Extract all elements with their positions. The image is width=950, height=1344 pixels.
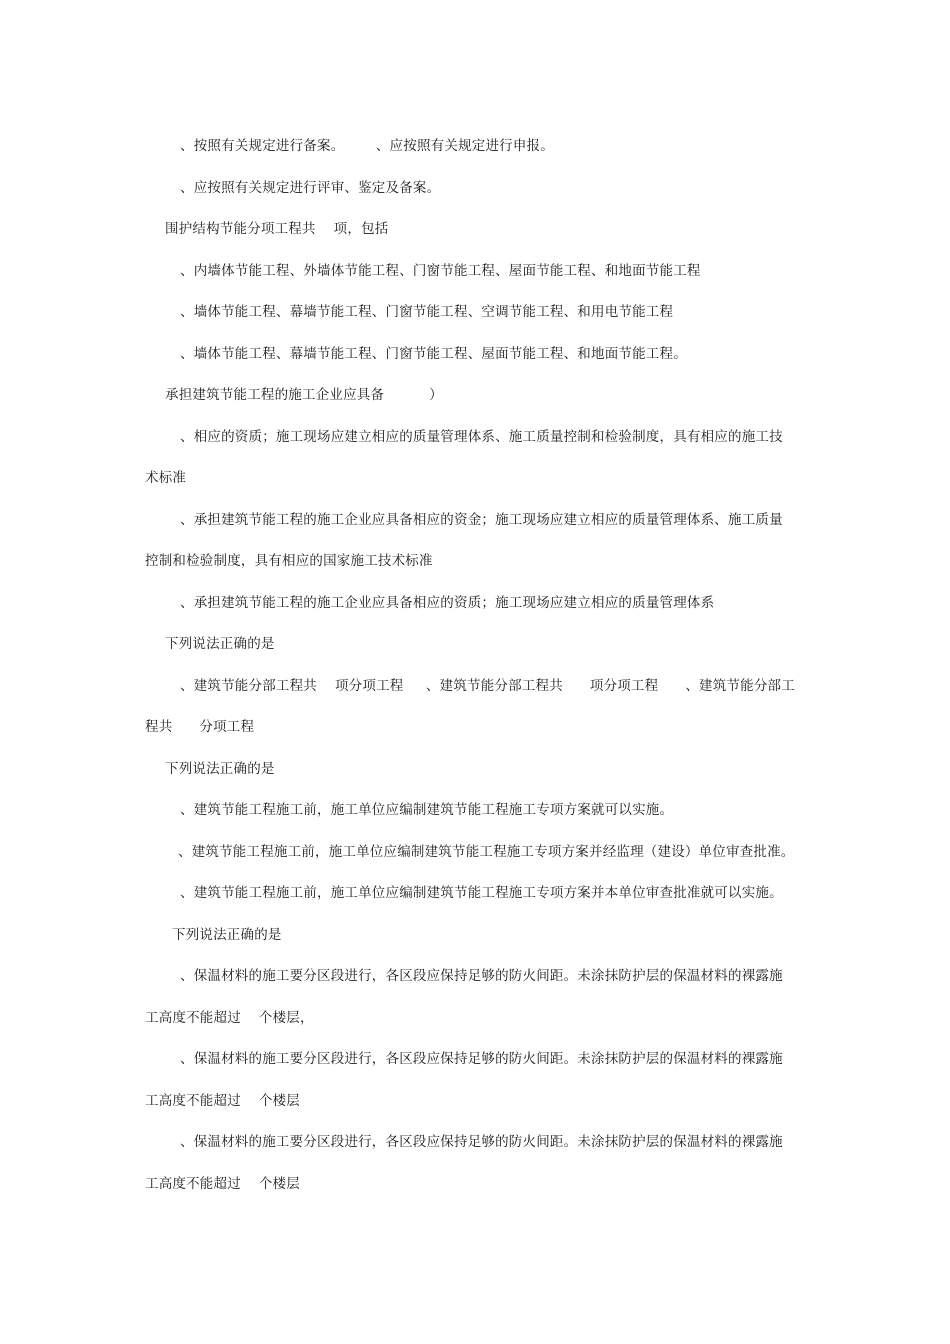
line-03: 围护结构节能分项工程共 项，包括 xyxy=(165,221,389,237)
line-08: 、相应的资质；施工现场应建立相应的质量管理体系、施工质量控制和检验制度，具有相应的施工技 xyxy=(180,429,783,445)
line-14: 、建筑节能分部工程共 项分项工程 、建筑节能分部工程共 项分项工程 、建筑节能分部工 xyxy=(180,678,795,694)
line-15: 程共 分项工程 xyxy=(145,719,255,735)
line-06: 、墙体节能工程、幕墙节能工程、门窗节能工程、屋面节能工程、和地面节能工程。 xyxy=(180,346,687,362)
line-11: 控制和检验制度，具有相应的国家施工技术标准 xyxy=(145,553,433,569)
line-19: 、建筑节能工程施工前，施工单位应编制建筑节能工程施工专项方案并本单位审查批准就可以实施。 xyxy=(180,885,783,901)
line-20: 下列说法正确的是 xyxy=(172,927,282,943)
line-26: 工高度不能超过 个楼层 xyxy=(145,1176,300,1192)
line-23: 、保温材料的施工要分区段进行，各区段应保持足够的防火间距。未涂抹防护层的保温材料的裸露施 xyxy=(180,1051,783,1067)
line-16: 下列说法正确的是 xyxy=(165,761,275,777)
line-24: 工高度不能超过 个楼层 xyxy=(145,1093,300,1109)
line-17: 、建筑节能工程施工前，施工单位应编制建筑节能工程施工专项方案就可以实施。 xyxy=(180,802,674,818)
line-22: 工高度不能超过 个楼层， xyxy=(145,1010,314,1026)
line-18: 、建筑节能工程施工前，施工单位应编制建筑节能工程施工专项方案并经监理（建设）单位审查批准。 xyxy=(178,844,795,860)
line-09: 术标准 xyxy=(145,470,187,486)
line-21: 、保温材料的施工要分区段进行，各区段应保持足够的防火间距。未涂抹防护层的保温材料的裸露施 xyxy=(180,968,783,984)
line-01: 、按照有关规定进行备案。 、应按照有关规定进行申报。 xyxy=(180,138,554,154)
line-07: 承担建筑节能工程的施工企业应具备 ） xyxy=(165,387,443,403)
line-10: 、承担建筑节能工程的施工企业应具备相应的资金；施工现场应建立相应的质量管理体系、施工质量 xyxy=(180,512,783,528)
line-25: 、保温材料的施工要分区段进行，各区段应保持足够的防火间距。未涂抹防护层的保温材料的裸露施 xyxy=(180,1134,783,1150)
line-12: 、承担建筑节能工程的施工企业应具备相应的资质；施工现场应建立相应的质量管理体系 xyxy=(180,595,715,611)
line-13: 下列说法正确的是 xyxy=(165,636,275,652)
line-02: 、应按照有关规定进行评审、鉴定及备案。 xyxy=(180,180,441,196)
line-05: 、墙体节能工程、幕墙节能工程、门窗节能工程、空调节能工程、和用电节能工程 xyxy=(180,304,674,320)
line-04: 、内墙体节能工程、外墙体节能工程、门窗节能工程、屋面节能工程、和地面节能工程 xyxy=(180,263,701,279)
